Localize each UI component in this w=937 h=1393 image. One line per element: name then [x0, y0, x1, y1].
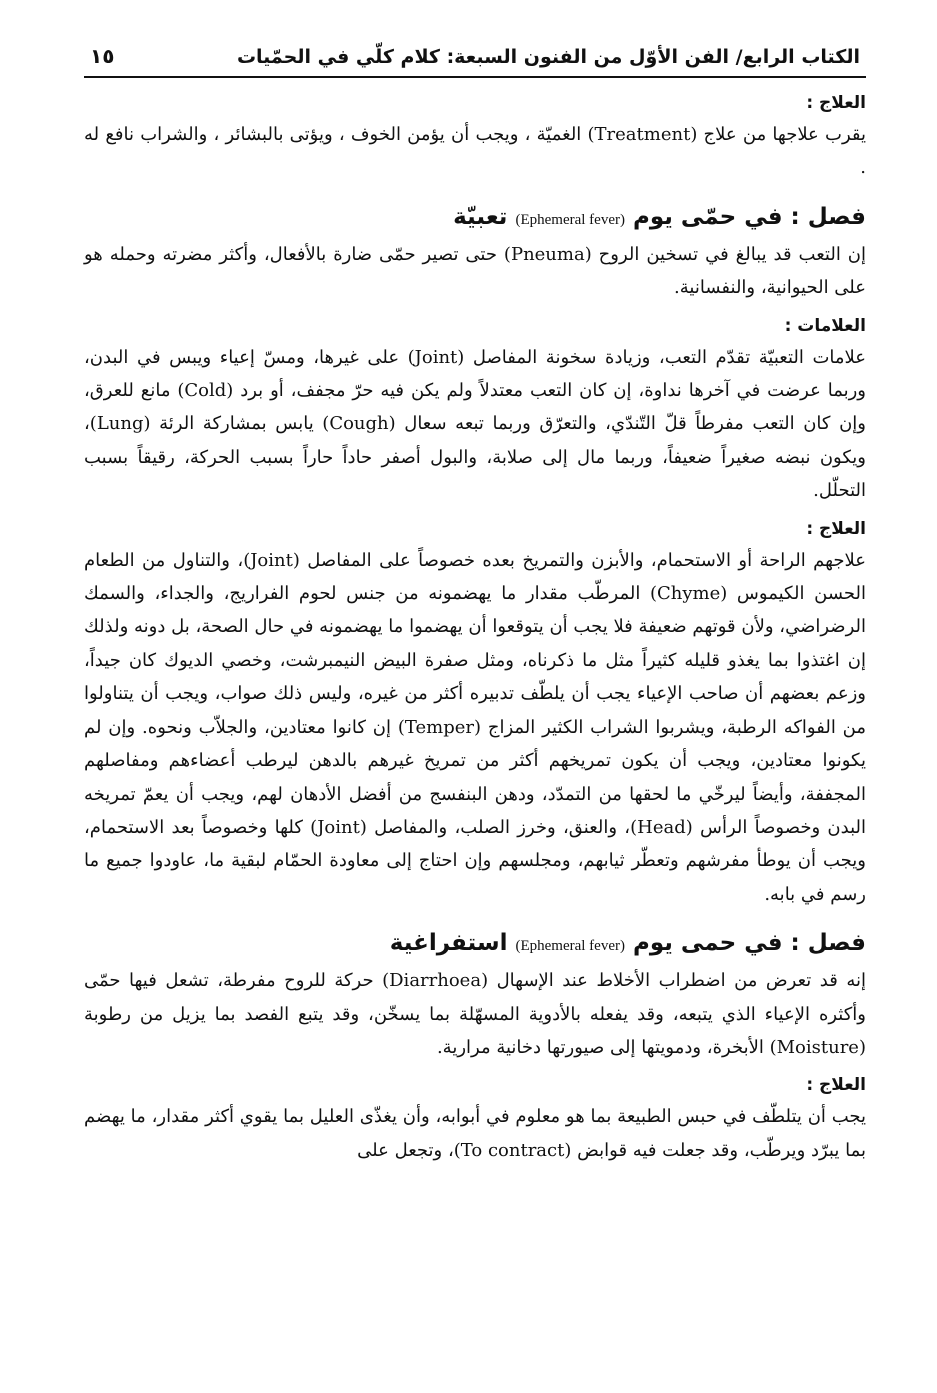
page-number: ١٥	[90, 44, 115, 68]
section-heading-latin-term: (Ephemeral fever)	[515, 938, 625, 955]
treatment-paragraph-3: يجب أن يتلطّف في حبس الطبيعة بما هو معلوم في أبوابه، وأن يغذّى العليل بما يقوي أكثر مقدار، ما يهضم بما يبرّد ويرطّب، وقد جعلت فيه قوابض (To contract)، وتجعل على	[84, 1106, 866, 1161]
running-header-title: الكتاب الرابع/ الفن الأوّل من الفنون السبعة: كلام كلّي في الحمّيات	[236, 46, 860, 68]
section-heading-evacuation-fever	[84, 925, 866, 964]
body-text	[84, 88, 866, 1167]
treatment-heading-2: العلاج :	[806, 518, 866, 539]
section-heading-suffix: تعبيّة	[453, 203, 508, 230]
signs-heading: العلامات :	[784, 315, 866, 336]
treatment-paragraph-1: يقرب علاجها من علاج (Treatment) الغميّة ، ويجب أن يؤمن الخوف ، ويؤتى بالبشائر ، والشراب نافع له .	[84, 124, 866, 179]
signs-paragraph: علامات التعبيّة تقدّم التعب، وزيادة سخونة المفاصل (Joint) على غيرها، ومسّ إعياء ويبس في البدن، وربما عرضت في آخرها نداوة، إن كان التعب معتدلاً ولم يكن فيه حرّ مجفف، أو برد (Cold) مانع للعرق، وإن كان التعب مفرطاً قلّ التّندّي، والتعرّق وربما تبعه سعال (Cough) يابس بمشاركة الرئة (Lung)، ويكون نبضه صغيراً ضعيفاً، وربما مال إلى صلابة، والبول أصفر حاداً حاراً بسبب الحركة، رقيقاً بسبب التحلّل.	[84, 346, 867, 502]
section-heading-prefix: فصل : في حمّى يوم	[633, 203, 866, 230]
evacuation-fever-paragraph: إنه قد تعرض من اضطراب الأخلاط عند الإسهال (Diarrhoea) حركة للروح مفرطة، تشعل فيها حمّى وأكثره الإعياء الذي يتبعه، وقد يفعله بالأدوية المسهّلة بما يسخّن، وقد يتبع الفصد بما يزيل من رطوبة (Moisture) الأبخرة، ودمويتها إلى صيورتها دخانية مرارية.	[84, 970, 866, 1058]
section-heading-latin-term: (Ephemeral fever)	[515, 211, 625, 228]
treatment-heading-3: العلاج :	[806, 1075, 866, 1096]
running-header	[84, 28, 866, 78]
section-heading-suffix: استفراغية	[389, 930, 508, 957]
section-heading-fatigue-fever	[84, 199, 866, 238]
fatigue-fever-paragraph: إن التعب قد يبالغ في تسخين الروح (Pneuma) حتى تصير حمّى ضارة بالأفعال، وأكثر مضرته وحمله هو على الحيوانية، والنفسانية.	[84, 243, 866, 299]
treatment-paragraph-2: علاجهم الراحة أو الاستحمام، والأبزن والتمريخ بعده خصوصاً على المفاصل (Joint)، والتناول من الطعام الحسن الكيموس (Chyme) المرطّب مقدار ما يهضمونه من جنس لحوم الفراريج، والجداء، والسمك الرضراضي، ولأن قوتهم ضعيفة فلا يجب أن يتوقعوا أن يهضموا ما يهضمونه في حال الصحة، بل دونه ولذلك إن اغتذوا بما يغذو قليله كثيراً مثل ما ذكرناه، ومثل صفرة البيض النيمبرشت، وخصي الديوك كان جيداً، وزعم بعضهم أن صاحب الإعياء يجب أن يلطّف تدبيره أكثر من غيره، وليس ذلك صواب، ويجب أن يتناولوا من الفواكه الرطبة، ويشربوا الشراب الكثير المزاج (Temper) إن كانوا معتادين، والجلاّب ونحوه. وإن لم يكونوا معتادين، ويجب أن يكون تمريخهم أكثر من تمريخ غيرهم بالدهن ليرطب أعضاءهم ومفاصلهم المجففة، وأيضاً ليرخّي ما لحقها من التمدّد، ودهن البنفسج من أفضل الأدهان لهم، ويجب أن يعمّ تمريخه البدن وخصوصاً الرأس (Head)، والعنق، وخرز الصلب، والمفاصل (Joint) كلها وخصوصاً بعد الاستحمام، ويجب أن يوطأ مفرشهم وتعطّر ثيابهم، ومجلسهم وإن احتاج إلى معاودة الحمّام لبقية ما، عاودوا جميع ما رسم في بابه.	[84, 549, 866, 905]
book-page	[84, 28, 866, 1167]
section-heading-prefix: فصل : في حمى يوم	[633, 930, 866, 957]
treatment-heading-1: العلاج :	[806, 93, 866, 113]
